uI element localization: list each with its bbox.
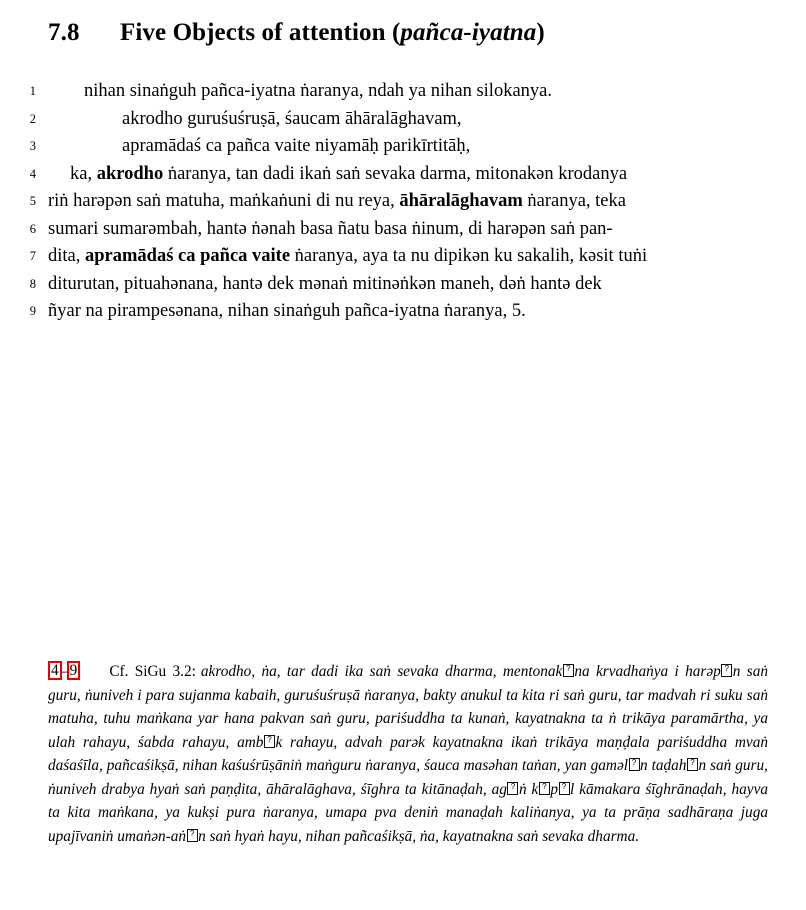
text-run: diturutan, pituahənana, hantə dek mənaṅ mitinəṅkən maneh, dəṅ hantə dek — [48, 273, 602, 294]
text-run: ñyar na pirampesənana, nihan sinaṅguh pañca-iyatna ṅaranya, 5. — [48, 301, 526, 321]
note-text-run: n saṅ guru, ṅuniveh i para sujanma kabaih, guruśuśruṣā ṅaranya, bakty anukul ta kita ri saṅ guru, tar madvah ri suku saṅ matuha, tuhu maṅkana yar hana pakvan saṅ guru, pariśuddha ta kunaṅ, kayatnakna ta ṅ trikāya paramārtha, ya ulah rahayu, śabda rahayu, amb — [48, 663, 768, 751]
line-text — [48, 216, 764, 244]
text-run: nihan sinaṅguh pañca-iyatna ṅaranya, ndah ya nihan silokanya. — [84, 81, 552, 101]
text-run: sumari sumarəmbah, hantə ṅənah basa ñatu basa ṅinum, di harəpən saṅ pan- — [48, 218, 613, 239]
section-number: 7.8 — [48, 19, 80, 46]
section-title-tail: ) — [536, 19, 545, 46]
text-line — [0, 188, 806, 216]
text-line — [0, 133, 806, 161]
text-run: ṅaranya, tan dadi ikaṅ saṅ sevaka darma, mitonakən krodanya — [163, 163, 628, 184]
line-text — [48, 133, 764, 161]
line-number: 8 — [29, 276, 36, 291]
line-number: 9 — [29, 304, 36, 318]
missing-glyph-box — [559, 782, 570, 795]
line-text — [48, 298, 764, 326]
missing-glyph-box — [187, 829, 198, 842]
line-number: 1 — [29, 84, 36, 98]
note-text-run: n saṅ hyaṅ hayu, nihan pañcaśikṣā, ṅa, kayatnakna saṅ sevaka dharma. — [198, 827, 640, 845]
missing-glyph-box — [721, 664, 732, 677]
note-text-run: p — [550, 780, 558, 798]
text-line — [0, 216, 806, 244]
line-range-dash: – — [61, 663, 70, 680]
lemma-bold: akrodho — [96, 163, 164, 184]
apparatus-source-reference: Cf. SiGu 3.2: — [109, 663, 196, 680]
line-text — [48, 106, 764, 134]
section-title-term: pañca-iyatna — [400, 19, 537, 46]
apparatus-note-text — [48, 663, 768, 845]
line-text — [48, 78, 764, 106]
highlight-box-end-line: 9 — [67, 661, 81, 680]
note-text-run: akrodho, ṅa, tar dadi ika saṅ sevaka dharma, mentonak — [200, 663, 563, 680]
note-text-run: n taḍah — [640, 757, 687, 774]
line-number: 4 — [29, 166, 36, 181]
line-number: 7 — [29, 249, 36, 263]
lemma-bold: āhāralāghavam — [399, 191, 523, 211]
text-run: ṅaranya, teka — [522, 191, 626, 211]
line-number: 3 — [29, 139, 36, 153]
section-title-plain: Five Objects of attention ( — [120, 19, 401, 46]
text-run: ka, — [70, 163, 97, 184]
line-number: 6 — [29, 221, 36, 236]
note-text-run: ṅ k — [518, 780, 539, 798]
missing-glyph-box — [687, 758, 698, 771]
note-text-run: na krvadhaṅya i harəp — [574, 663, 721, 680]
apparatus-note — [48, 660, 768, 848]
text-line — [0, 298, 806, 326]
text-run: dita, — [48, 246, 85, 266]
highlight-box-start-line: 4 — [48, 661, 62, 680]
apparatus-line-reference — [48, 660, 80, 684]
text-line — [0, 271, 806, 299]
line-number: 5 — [29, 194, 36, 208]
edition-text-block — [0, 78, 806, 326]
missing-glyph-box — [507, 782, 518, 795]
text-run: apramādaś ca pañca vaite niyamāḥ parikīrtitāḥ, — [122, 136, 471, 156]
line-number: 2 — [29, 111, 36, 126]
line-text — [48, 188, 764, 216]
text-run: riṅ harəpən saṅ matuha, maṅkaṅuni di nu reya, — [48, 191, 400, 211]
missing-glyph-box — [264, 735, 275, 748]
text-line — [0, 106, 806, 134]
note-text-run: n saṅ guru, ṅuniveh drabya hyaṅ saṅ paṇḍita, āhāralāghava, śīghra ta kitānaḍah, ag — [48, 757, 768, 798]
text-run: akrodho guruśuśruṣā, śaucam āhāralāghavam, — [122, 108, 462, 129]
page-title — [48, 18, 766, 49]
note-text-run: l kāmakara śīghrānaḍah, hayva ta kita maṅkana, ya kukṣi pura ṅaranya, umapa pva deniṅ manaḍah kaliṅanya, ya ta prāṇa sadhāraṇa juga upajīvaniṅ umaṅən-aṅ — [48, 780, 769, 845]
missing-glyph-box — [539, 782, 550, 795]
line-text — [48, 161, 764, 189]
text-line — [0, 243, 806, 271]
note-text-run: k rahayu, advah parək kayatnakna ikaṅ trikāya maṇḍala pariśuddha mvaṅ daśaśīla, pañcaśikṣā, nihan kaśuśrūṣāniṅ maṅguru ṅaranya, śauca masəhan taṅan, yan gaməl — [48, 733, 768, 774]
text-line — [0, 161, 806, 189]
missing-glyph-box — [629, 758, 640, 771]
line-text — [48, 243, 764, 271]
lemma-bold: apramādaś ca pañca vaite — [85, 246, 291, 266]
line-text — [48, 271, 764, 299]
missing-glyph-box — [563, 664, 574, 677]
text-line — [0, 78, 806, 106]
text-run: ṅaranya, aya ta nu dipikən ku sakalih, kəsit tuṅi — [290, 246, 648, 266]
